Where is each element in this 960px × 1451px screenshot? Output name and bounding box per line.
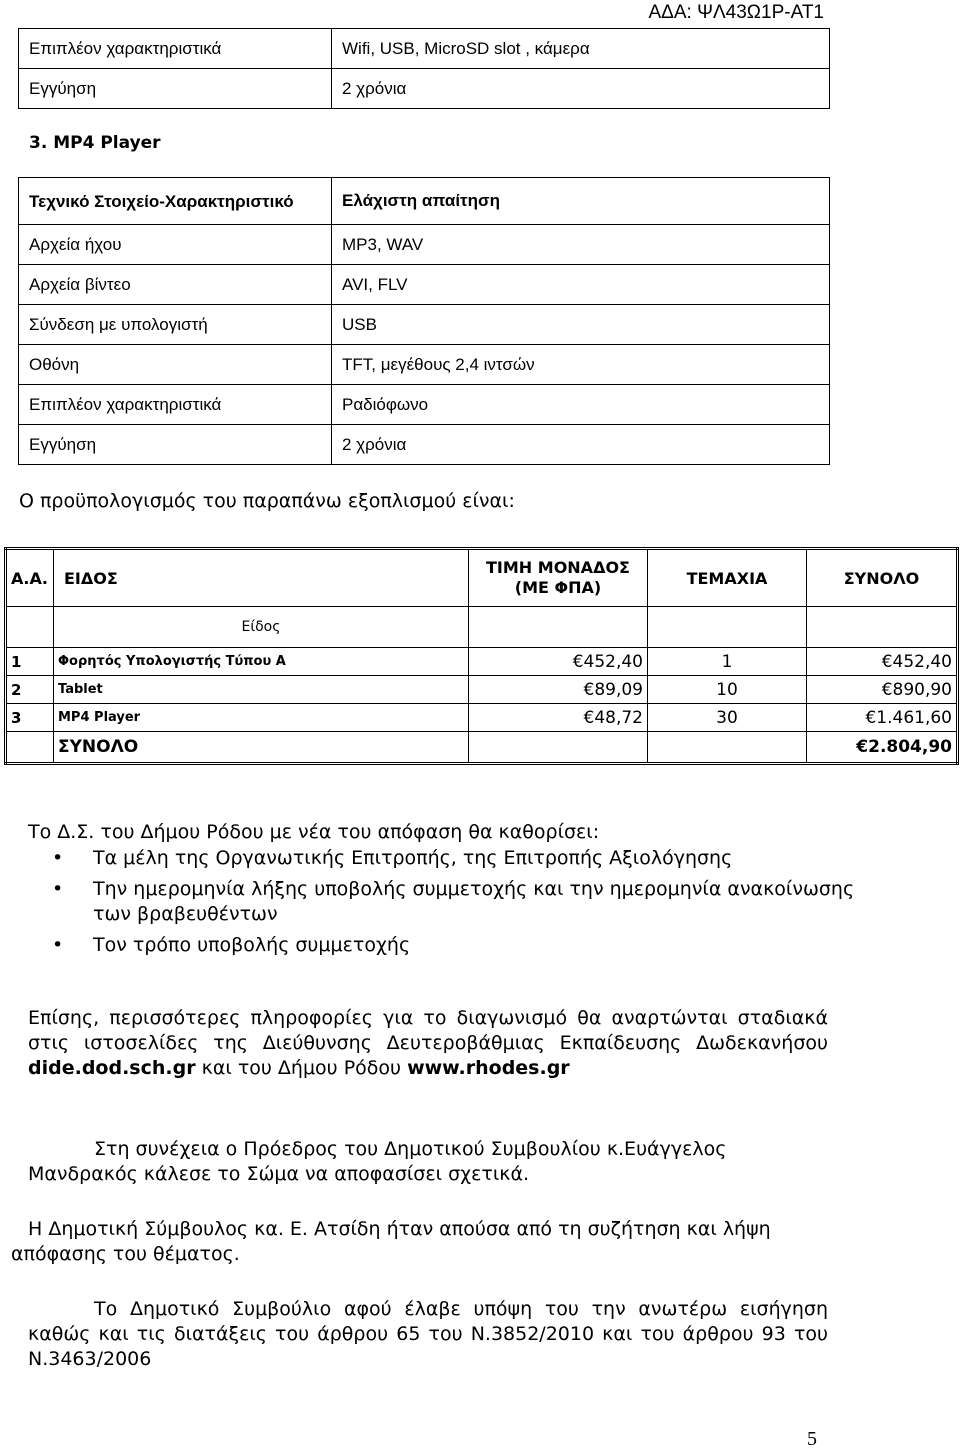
qty-cell: 1 <box>648 648 807 676</box>
total-cell: €1.461,60 <box>807 704 958 732</box>
value-cell: TFT, μεγέθους 2,4 ιντσών <box>332 345 830 385</box>
mp4-spec-table <box>18 177 830 465</box>
budget-table <box>4 547 959 765</box>
feature-cell: Αρχεία ήχου <box>19 225 332 265</box>
table-row <box>19 305 830 345</box>
info-paragraph <box>28 1006 828 1081</box>
tablet-spec-table-tail <box>18 28 830 109</box>
table-total-row <box>6 732 958 764</box>
table-row <box>19 69 830 109</box>
value-cell: Wifi, USB, MicroSD slot , κάμερα <box>332 29 830 69</box>
council-paragraph: Το Δημοτικό Συμβούλιο αφού έλαβε υπόψη του την ανωτέρω εισήγηση καθώς και τις διατάξεις του άρθρου 65 του Ν.3852/2010 και του άρθρου 93 του Ν.3463/2006 <box>28 1298 828 1370</box>
next-paragraph: Στη συνέχεια ο Πρόεδρος του Δημοτικού Συμβουλίου κ.Ευάγγελος Μανδρακός κάλεσε το Σώμα να αποφασίσει σχετικά. <box>28 1138 727 1185</box>
name-cell: Tablet <box>54 676 469 704</box>
empty-cell <box>648 607 807 648</box>
subheader-kind: Είδος <box>54 607 469 648</box>
price-cell: €48,72 <box>469 704 648 732</box>
decision-bullet-list <box>52 846 892 964</box>
table-row <box>19 385 830 425</box>
empty-cell <box>469 732 648 764</box>
table-row <box>19 425 830 465</box>
price-cell: €452,40 <box>469 648 648 676</box>
info-text: Επίσης, περισσότερες πληροφορίες για το διαγωνισμό θα αναρτώνται σταδιακά στις ιστοσελίδες της Διεύθυνσης Δευτεροβάθμιας Εκπαίδευσης Δωδεκανήσου <box>28 1007 828 1054</box>
value-cell: MP3, WAV <box>332 225 830 265</box>
value-cell: AVI, FLV <box>332 265 830 305</box>
header-total: ΣΥΝΟΛΟ <box>807 549 958 607</box>
budget-intro: Ο προϋπολογισμός του παραπάνω εξοπλισμού είναι: <box>19 490 515 512</box>
name-cell: MP4 Player <box>54 704 469 732</box>
table-header-row <box>19 178 830 225</box>
list-item: • Τα μέλη της Οργανωτικής Επιτροπής, της Επιτροπής Αξιολόγησης <box>52 846 892 871</box>
table-row <box>19 29 830 69</box>
feature-cell: Επιπλέον χαρακτηριστικά <box>19 385 332 425</box>
header-requirement: Ελάχιστη απαίτηση <box>332 178 830 225</box>
ada-code: ΑΔΑ: ΨΛ43Ω1Ρ-ΑΤ1 <box>648 2 824 23</box>
empty-cell <box>648 732 807 764</box>
website-dide: dide.dod.sch.gr <box>28 1057 196 1079</box>
total-cell: €452,40 <box>807 648 958 676</box>
empty-cell <box>807 607 958 648</box>
header-feature: Τεχνικό Στοιχείο-Χαρακτηριστικό <box>19 178 332 225</box>
name-cell: Φορητός Υπολογιστής Τύπου Α <box>54 648 469 676</box>
empty-cell <box>6 607 54 648</box>
table-header-row <box>6 549 958 607</box>
table-row <box>6 676 958 704</box>
list-item: • Την ημερομηνία λήξης υποβολής συμμετοχής και την ημερομηνία ανακοίνωσης των βραβευθέντων <box>52 877 892 927</box>
ds-intro: Το Δ.Σ. του Δήμου Ρόδου με νέα του απόφαση θα καθορίσει: <box>28 821 600 843</box>
table-row <box>19 225 830 265</box>
aa-cell: 3 <box>6 704 54 732</box>
value-cell: 2 χρόνια <box>332 69 830 109</box>
info-text-2: και του Δήμου Ρόδου <box>201 1057 402 1079</box>
website-rhodes: www.rhodes.gr <box>407 1057 570 1079</box>
header-price: ΤΙΜΗ ΜΟΝΑΔΟΣ (ΜΕ ΦΠΑ) <box>469 549 648 607</box>
empty-cell <box>6 732 54 764</box>
feature-cell: Επιπλέον χαρακτηριστικά <box>19 29 332 69</box>
feature-cell: Αρχεία βίντεο <box>19 265 332 305</box>
grand-total-value: €2.804,90 <box>807 732 958 764</box>
feature-cell: Οθόνη <box>19 345 332 385</box>
aa-cell: 1 <box>6 648 54 676</box>
feature-cell: Εγγύηση <box>19 425 332 465</box>
empty-cell <box>469 607 648 648</box>
aa-cell: 2 <box>6 676 54 704</box>
mp4-heading: 3. MP4 Player <box>29 133 161 153</box>
value-cell: 2 χρόνια <box>332 425 830 465</box>
feature-cell: Εγγύηση <box>19 69 332 109</box>
header-qty: ΤΕΜΑΧΙΑ <box>648 549 807 607</box>
price-cell: €89,09 <box>469 676 648 704</box>
value-cell: USB <box>332 305 830 345</box>
value-cell: Ραδιόφωνο <box>332 385 830 425</box>
feature-cell: Σύνδεση με υπολογιστή <box>19 305 332 345</box>
total-cell: €890,90 <box>807 676 958 704</box>
table-row <box>6 704 958 732</box>
qty-cell: 10 <box>648 676 807 704</box>
table-row <box>19 265 830 305</box>
header-aa: Α.Α. <box>6 549 54 607</box>
list-item: • Τον τρόπο υποβολής συμμετοχής <box>52 933 892 958</box>
page-number: 5 <box>807 1428 817 1450</box>
table-row <box>19 345 830 385</box>
table-row <box>6 648 958 676</box>
qty-cell: 30 <box>648 704 807 732</box>
header-kind: ΕΙΔΟΣ <box>54 549 469 607</box>
absent-paragraph: Η Δημοτική Σύμβουλος κα. Ε. Ατσίδη ήταν απούσα από τη συζήτηση και λήψη απόφασης του θέματος. <box>11 1218 771 1265</box>
table-subheader-row <box>6 607 958 648</box>
grand-total-label: ΣΥΝΟΛΟ <box>54 732 469 764</box>
